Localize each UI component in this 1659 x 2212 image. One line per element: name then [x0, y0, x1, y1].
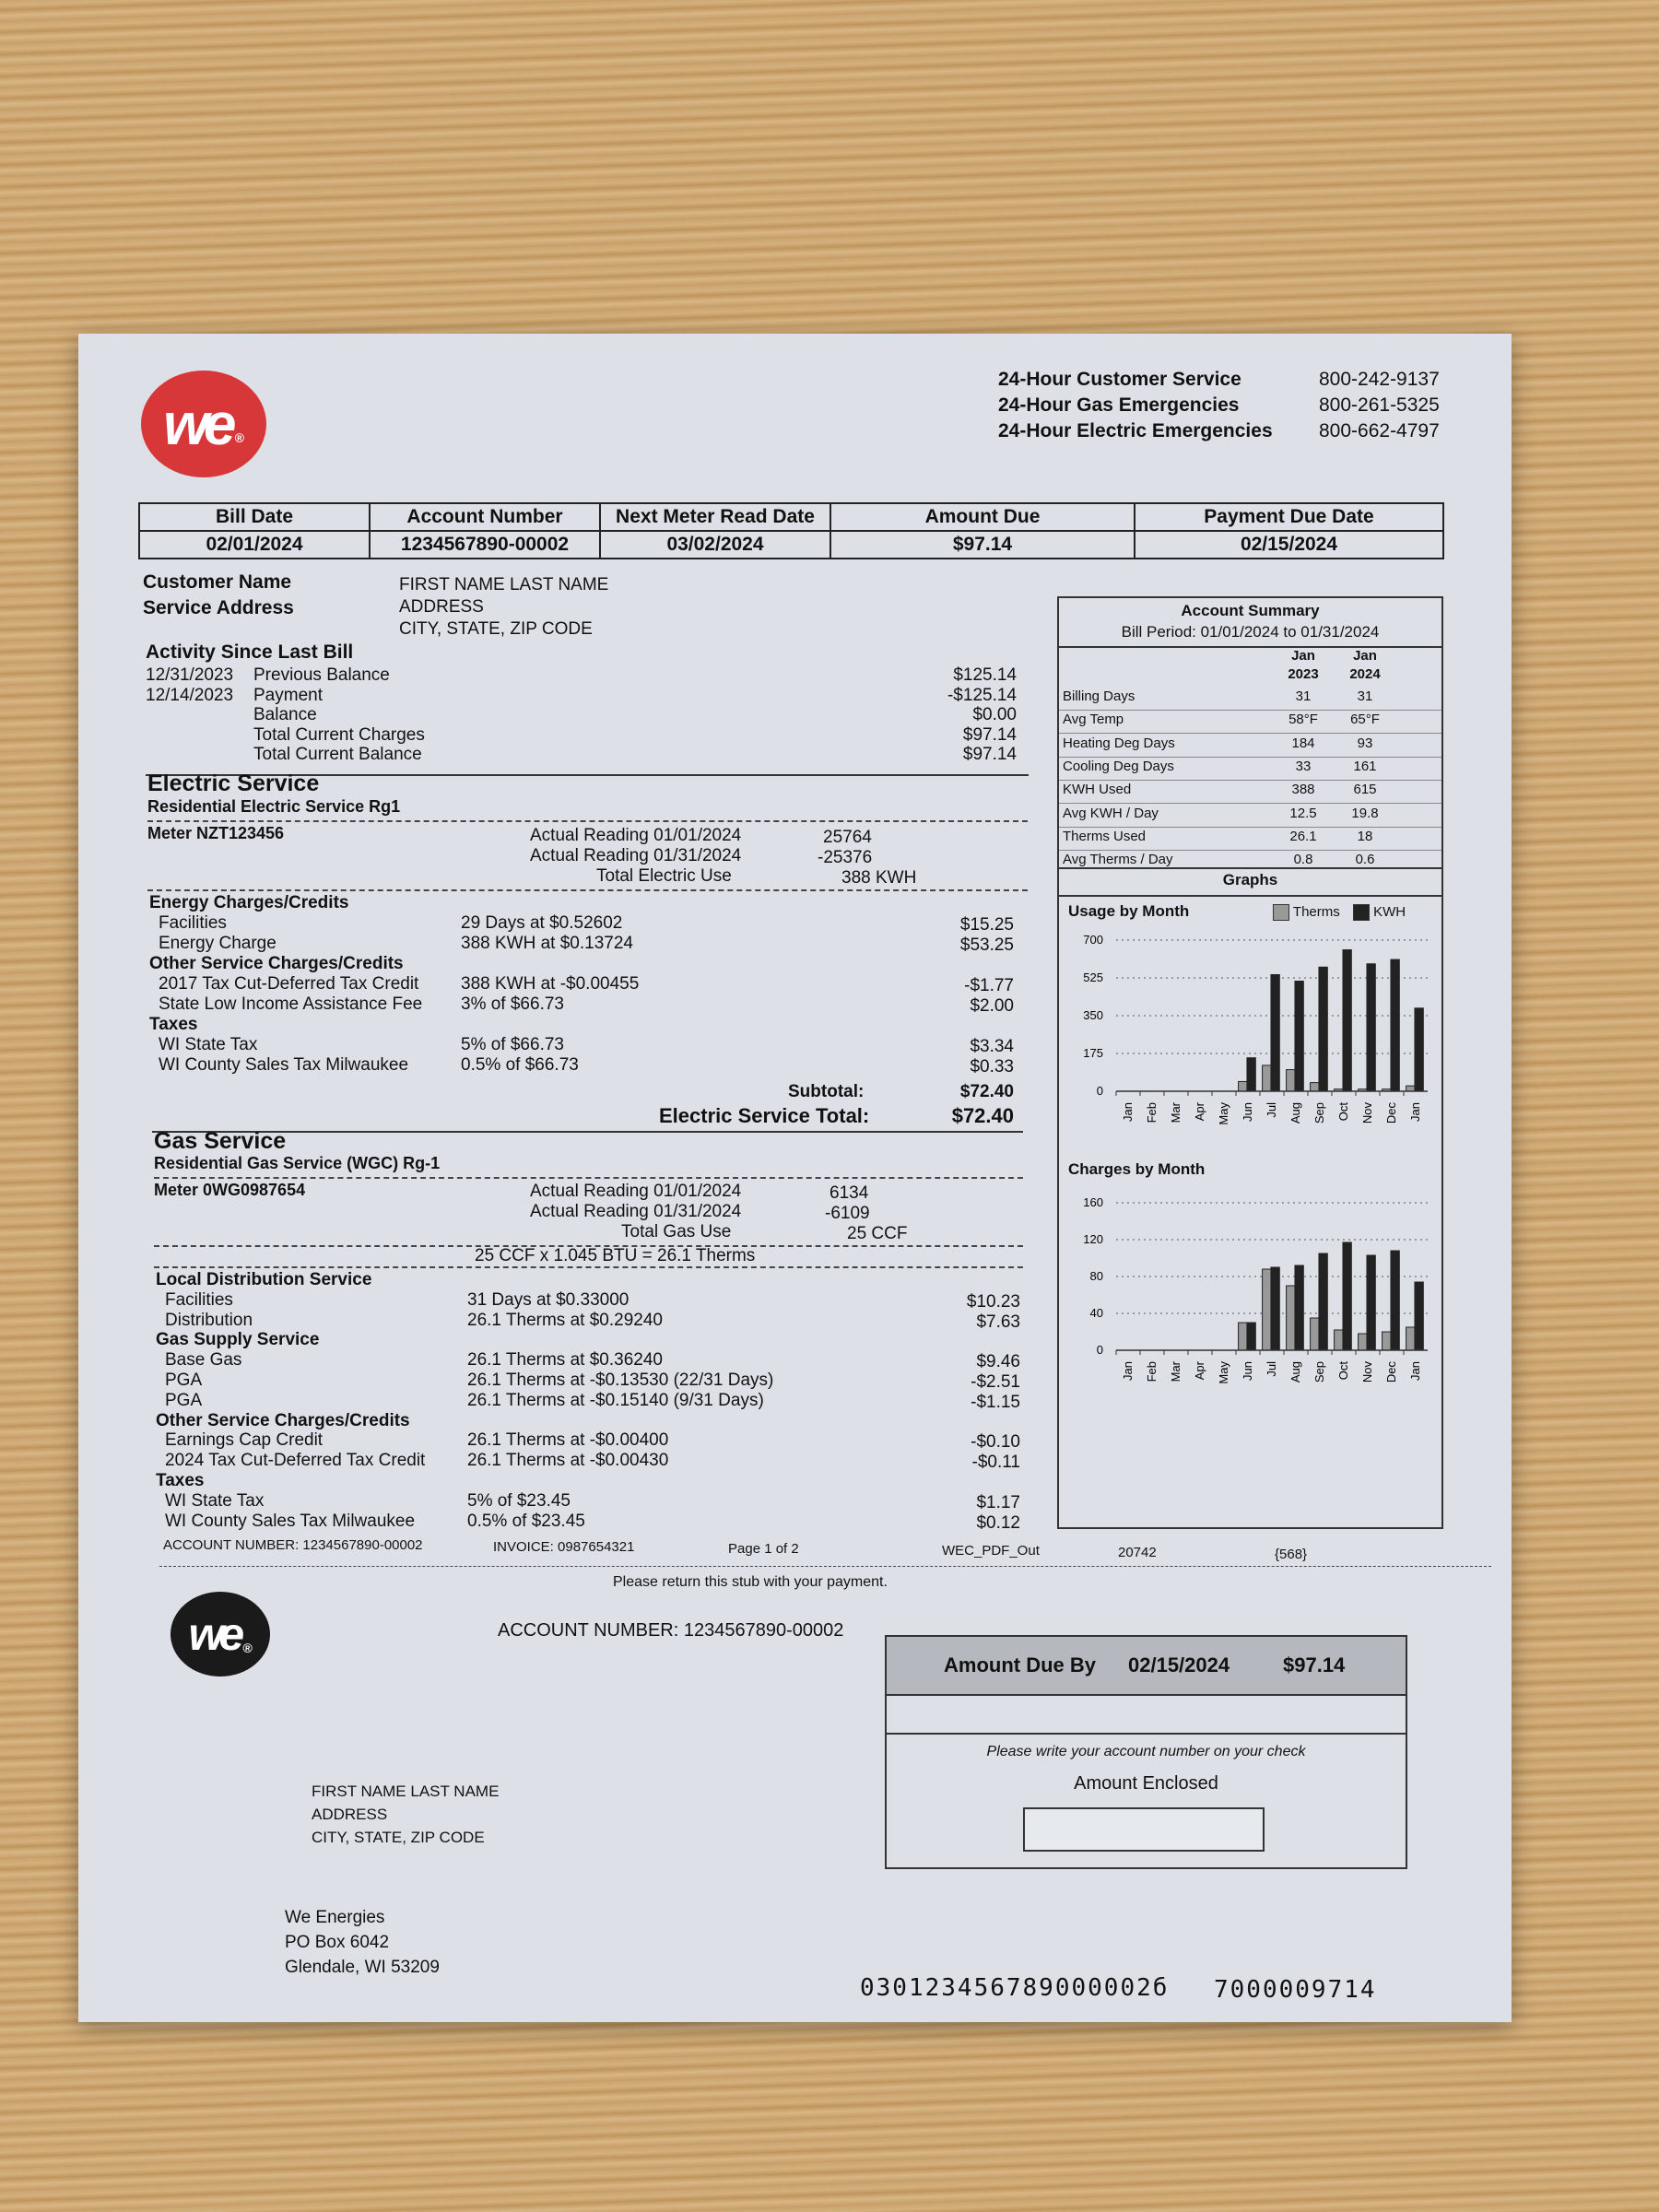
charge-amount: -$0.10: [971, 1432, 1020, 1453]
row-divider: [1059, 757, 1441, 758]
bar-kwh: [1295, 982, 1303, 1091]
activity-date: 12/14/2023: [146, 685, 234, 705]
row-divider: [1059, 850, 1441, 851]
charge-section-heading: Energy Charges/Credits: [149, 893, 349, 912]
charges-chart-title: Charges by Month: [1068, 1160, 1206, 1178]
bar-kwh: [1319, 1253, 1327, 1350]
electric-reading-2: -25376: [818, 848, 873, 867]
charge-amount: -$1.15: [971, 1392, 1020, 1412]
gas-reading-1-label: Actual Reading 01/01/2024: [530, 1182, 742, 1201]
bar-therms: [1263, 1269, 1271, 1350]
x-tick-label: Feb: [1145, 1102, 1159, 1124]
summary-value-2024: 18: [1357, 828, 1373, 844]
x-tick-label: Sep: [1312, 1102, 1326, 1124]
charge-amount: $53.25: [959, 935, 1014, 955]
bar-therms: [1239, 1081, 1247, 1091]
remit-name: We Energies: [285, 1908, 385, 1927]
electric-total-label: Total Electric Use: [596, 866, 732, 886]
service-address-label: Service Address: [143, 597, 294, 618]
summary-col-1-year: 2023: [1288, 666, 1319, 682]
y-tick-label: 700: [1083, 933, 1103, 947]
charge-description: 0.5% of $66.73: [461, 1055, 579, 1075]
charge-label: WI County Sales Tax Milwaukee: [159, 1055, 409, 1075]
charge-description: 26.1 Therms at $0.36240: [467, 1350, 663, 1371]
x-tick-label: Mar: [1169, 1361, 1182, 1382]
summary-row-label: KWH Used: [1063, 782, 1132, 798]
gas-reading-2: -6109: [825, 1204, 870, 1223]
bar-kwh: [1247, 1323, 1255, 1350]
amount-due-band: [887, 1637, 1406, 1696]
divider: [154, 1266, 1023, 1268]
electric-reading-1: 25764: [823, 828, 872, 847]
charge-amount: $1.17: [976, 1492, 1020, 1512]
bar-therms: [1287, 1070, 1295, 1091]
tear-line: [159, 1566, 1491, 1567]
next-read-date: 03/02/2024: [600, 531, 830, 559]
charge-label: 2017 Tax Cut-Deferred Tax Credit: [159, 974, 419, 994]
charge-label: Base Gas: [165, 1350, 242, 1371]
bar-kwh: [1391, 959, 1399, 1091]
stub-customer-address-2: CITY, STATE, ZIP CODE: [312, 1829, 485, 1846]
legend-therms-swatch: [1273, 904, 1289, 921]
charge-description: 26.1 Therms at -$0.00430: [467, 1451, 669, 1471]
summary-row: [1059, 688, 1441, 711]
footer-page: Page 1 of 2: [728, 1541, 799, 1557]
summary-value-2024: 615: [1353, 782, 1377, 798]
summary-row: [1059, 759, 1441, 781]
electric-reading-1-label: Actual Reading 01/01/2024: [530, 826, 742, 845]
row-divider: [1059, 827, 1441, 828]
charge-amount: -$0.11: [971, 1453, 1020, 1473]
y-tick-label: 175: [1083, 1046, 1103, 1060]
footer-code-3: {568}: [1275, 1547, 1308, 1562]
x-tick-label: Jul: [1265, 1361, 1278, 1377]
charge-amount: $0.12: [976, 1512, 1020, 1533]
bill-date: 02/01/2024: [139, 531, 370, 559]
bar-kwh: [1343, 1242, 1351, 1350]
x-tick-label: Feb: [1145, 1361, 1159, 1382]
legend-therms-label: Therms: [1292, 904, 1340, 920]
charge-description: 26.1 Therms at -$0.13530 (22/31 Days): [467, 1371, 774, 1390]
charge-description: 3% of $66.73: [461, 994, 564, 1014]
x-tick-label: Aug: [1288, 1102, 1302, 1124]
payment-due-date: 02/15/2024: [1135, 531, 1443, 559]
activity-title: Activity Since Last Bill: [146, 641, 354, 663]
payment-due-label: Payment Due Date: [1135, 503, 1443, 531]
charge-description: 26.1 Therms at -$0.00400: [467, 1430, 669, 1451]
electric-service-total-label: Electric Service Total:: [659, 1104, 870, 1127]
amount-enclosed-label: Amount Enclosed: [1074, 1773, 1218, 1794]
x-tick-label: Jun: [1241, 1361, 1254, 1381]
charge-amount: $15.25: [959, 915, 1014, 935]
activity-amount: -$125.14: [947, 685, 1017, 705]
amount-due-by-label: Amount Due By: [944, 1653, 1096, 1677]
divider: [1059, 895, 1441, 897]
electric-title: Electric Service: [147, 771, 320, 796]
charge-description: 5% of $66.73: [461, 1035, 564, 1054]
summary-value-2024: 93: [1357, 735, 1373, 751]
x-tick-label: Dec: [1384, 1102, 1398, 1124]
activity-amount: $0.00: [972, 705, 1017, 724]
charge-description: 26.1 Therms at $0.29240: [467, 1310, 663, 1330]
electric-subtotal: $72.40: [959, 1082, 1014, 1101]
charge-amount: -$2.51: [971, 1372, 1020, 1392]
bar-therms: [1239, 1323, 1247, 1350]
bill-header-table: [138, 502, 1444, 559]
usage-by-month-chart: [1059, 925, 1441, 1147]
charge-description: 388 KWH at $0.13724: [461, 934, 633, 953]
legend-kwh-swatch: [1353, 904, 1370, 921]
bar-therms: [1382, 1332, 1391, 1350]
stub-account-number: ACCOUNT NUMBER: 1234567890-00002: [498, 1620, 844, 1641]
x-tick-label: May: [1217, 1361, 1230, 1384]
electric-subtitle: Residential Electric Service Rg1: [147, 797, 401, 816]
bill-date-label: Bill Date: [139, 503, 370, 531]
scanline-1: 030123456789000002б: [860, 1974, 1170, 2002]
hotlines: [998, 369, 1459, 446]
summary-row-label: Avg Therms / Day: [1063, 852, 1173, 868]
bar-kwh: [1295, 1265, 1303, 1350]
legend-kwh-label: KWH: [1373, 904, 1406, 920]
charge-label: PGA: [165, 1390, 203, 1410]
y-tick-label: 350: [1083, 1008, 1103, 1022]
bar-kwh: [1391, 1251, 1399, 1350]
bar-therms: [1406, 1327, 1415, 1350]
charge-section-heading: Other Service Charges/Credits: [156, 1410, 410, 1430]
stub-customer-address-1: ADDRESS: [312, 1806, 388, 1823]
stub-due-date: 02/15/2024: [1128, 1653, 1230, 1677]
bar-kwh: [1271, 1267, 1279, 1350]
y-tick-label: 40: [1089, 1306, 1103, 1320]
charge-amount: $7.63: [976, 1312, 1020, 1332]
row-divider: [1059, 710, 1441, 711]
y-tick-label: 160: [1083, 1195, 1103, 1209]
bar-kwh: [1319, 967, 1327, 1091]
bar-therms: [1287, 1286, 1295, 1350]
charge-label: WI County Sales Tax Milwaukee: [165, 1511, 416, 1531]
summary-value-2024: 65°F: [1350, 712, 1380, 728]
charge-label: WI State Tax: [159, 1035, 258, 1054]
amount-due-label: Amount Due: [830, 503, 1135, 531]
summary-value-2023: 12.5: [1289, 805, 1317, 821]
payment-coupon: [885, 1635, 1407, 1869]
service-address-2: CITY, STATE, ZIP CODE: [399, 619, 593, 639]
bar-therms: [1263, 1065, 1271, 1091]
summary-value-2023: 0.8: [1293, 852, 1313, 868]
we-energies-logo-stub: [171, 1592, 270, 1677]
we-energies-logo: [141, 371, 266, 477]
divider: [147, 889, 1028, 891]
x-tick-label: Jul: [1265, 1102, 1278, 1118]
activity-label: Total Current Balance: [253, 745, 422, 764]
activity-amount: $125.14: [953, 665, 1017, 685]
summary-value-2023: 388: [1291, 782, 1315, 798]
account-summary: [1057, 596, 1443, 1529]
x-tick-label: Jun: [1241, 1102, 1254, 1122]
gas-total: 25 CCF: [847, 1224, 908, 1243]
x-tick-label: Sep: [1312, 1361, 1326, 1383]
charge-amount: $2.00: [970, 996, 1014, 1016]
y-tick-label: 0: [1096, 1084, 1103, 1098]
usage-chart-title: Usage by Month: [1068, 902, 1190, 920]
charge-amount: $9.46: [976, 1352, 1020, 1372]
electric-service-total: $72.40: [951, 1104, 1014, 1127]
customer-name: FIRST NAME LAST NAME: [399, 575, 609, 594]
activity-label: Payment: [253, 685, 323, 705]
charge-label: PGA: [165, 1371, 203, 1390]
activity-label: Balance: [253, 705, 317, 724]
usage-legend: [1273, 904, 1406, 921]
charge-section-heading: Gas Supply Service: [156, 1330, 320, 1350]
bar-kwh: [1247, 1058, 1255, 1091]
summary-row-label: Heating Deg Days: [1063, 735, 1175, 751]
y-tick-label: 80: [1089, 1269, 1103, 1283]
amount-due: $97.14: [830, 531, 1135, 559]
summary-value-2024: 161: [1353, 758, 1377, 774]
summary-value-2023: 26.1: [1289, 828, 1317, 844]
electric-reading-2-label: Actual Reading 01/31/2024: [530, 846, 742, 865]
row-divider: [1059, 733, 1441, 734]
summary-value-2023: 58°F: [1288, 712, 1318, 728]
gas-conversion: 25 CCF x 1.045 BTU = 26.1 Therms: [475, 1246, 756, 1265]
summary-row: [1059, 806, 1441, 828]
x-tick-label: Aug: [1288, 1361, 1302, 1383]
bar-therms: [1311, 1083, 1319, 1091]
footer-invoice: INVOICE: 0987654321: [493, 1539, 635, 1555]
activity-label: Previous Balance: [253, 665, 390, 685]
summary-value-2023: 33: [1295, 758, 1312, 774]
bar-kwh: [1367, 1255, 1375, 1350]
bar-therms: [1406, 1086, 1415, 1091]
summary-value-2023: 31: [1295, 688, 1312, 704]
bar-kwh: [1367, 964, 1375, 1091]
summary-row: [1059, 712, 1441, 734]
bar-kwh: [1415, 1008, 1423, 1091]
charge-label: WI State Tax: [165, 1490, 265, 1511]
charge-amount: $3.34: [970, 1037, 1014, 1056]
bar-therms: [1335, 1330, 1343, 1350]
gas-total-label: Total Gas Use: [621, 1222, 732, 1241]
summary-value-2023: 184: [1291, 735, 1315, 751]
electric-meter: Meter NZT123456: [147, 824, 285, 842]
divider: [154, 1177, 1023, 1179]
summary-value-2024: 19.8: [1351, 805, 1379, 821]
charge-label: Energy Charge: [159, 934, 276, 953]
x-tick-label: Oct: [1336, 1102, 1350, 1122]
logo-text: we: [163, 391, 231, 457]
summary-title: Account Summary: [1181, 602, 1320, 619]
summary-row-label: Avg Temp: [1063, 712, 1124, 728]
y-tick-label: 120: [1083, 1232, 1103, 1246]
charge-section-heading: Taxes: [149, 1015, 198, 1034]
summary-col-2-month: Jan: [1353, 648, 1377, 664]
gas-reading-2-label: Actual Reading 01/31/2024: [530, 1202, 742, 1221]
logo-mark: ®: [242, 1641, 253, 1655]
summary-row-label: Billing Days: [1063, 688, 1135, 704]
logo-text: we: [188, 1608, 240, 1660]
divider: [887, 1733, 1406, 1735]
x-tick-label: May: [1217, 1102, 1230, 1125]
x-tick-label: Nov: [1360, 1361, 1374, 1383]
charge-label: Facilities: [165, 1289, 233, 1310]
gas-subtitle: Residential Gas Service (WGC) Rg-1: [154, 1154, 441, 1172]
amount-enclosed-input[interactable]: [1023, 1807, 1265, 1852]
bar-kwh: [1415, 1282, 1423, 1350]
hotline-number: 800-662-4797: [1319, 420, 1440, 441]
row-divider: [1059, 803, 1441, 804]
electric-subtotal-label: Subtotal:: [788, 1082, 865, 1101]
activity-date: 12/31/2023: [146, 665, 234, 685]
summary-row: [1059, 829, 1441, 851]
stub-amount: $97.14: [1283, 1653, 1346, 1677]
summary-col-1-month: Jan: [1291, 648, 1315, 664]
x-tick-label: Mar: [1169, 1102, 1182, 1124]
charge-description: 0.5% of $23.45: [467, 1511, 585, 1531]
x-tick-label: Jan: [1121, 1102, 1135, 1122]
service-address-1: ADDRESS: [399, 597, 484, 617]
graphs-title: Graphs: [1222, 871, 1278, 888]
charge-section-heading: Other Service Charges/Credits: [149, 954, 404, 973]
x-tick-label: Dec: [1384, 1361, 1398, 1383]
charge-section-heading: Local Distribution Service: [156, 1270, 372, 1289]
electric-total: 388 KWH: [841, 868, 917, 888]
footer-code-2: 20742: [1118, 1545, 1157, 1560]
x-tick-label: Oct: [1336, 1361, 1350, 1381]
charge-amount: -$1.77: [964, 976, 1014, 995]
y-tick-label: 525: [1083, 971, 1103, 984]
bill-page: [78, 334, 1512, 2022]
divider: [147, 820, 1028, 822]
hotline-label: 24-Hour Gas Emergencies: [998, 394, 1240, 416]
charge-section-heading: Taxes: [156, 1471, 205, 1490]
activity-amount: $97.14: [962, 724, 1017, 745]
summary-row-label: Avg KWH / Day: [1063, 805, 1159, 821]
hotline-number: 800-242-9137: [1319, 369, 1440, 390]
x-tick-label: Jan: [1121, 1361, 1135, 1381]
x-tick-label: Nov: [1360, 1102, 1374, 1124]
check-note: Please write your account number on your check: [986, 1744, 1306, 1759]
footer-account: ACCOUNT NUMBER: 1234567890-00002: [163, 1537, 423, 1553]
charge-amount: $0.33: [970, 1057, 1014, 1077]
logo-mark: ®: [234, 430, 244, 445]
charges-by-month-chart: [1059, 1186, 1441, 1417]
charge-description: 31 Days at $0.33000: [467, 1289, 629, 1310]
return-stub-note: Please return this stub with your payment.: [613, 1574, 888, 1590]
summary-row: [1059, 735, 1441, 758]
activity-amount: $97.14: [962, 745, 1017, 764]
next-read-label: Next Meter Read Date: [600, 503, 830, 531]
charge-amount: $10.23: [966, 1291, 1020, 1312]
customer-name-label: Customer Name: [143, 571, 292, 593]
y-tick-label: 0: [1096, 1343, 1103, 1357]
gas-reading-1: 6134: [830, 1183, 869, 1203]
charge-label: State Low Income Assistance Fee: [159, 994, 423, 1014]
divider: [1059, 867, 1441, 869]
charge-label: Facilities: [159, 913, 227, 933]
summary-value-2024: 31: [1357, 688, 1373, 704]
x-tick-label: Jan: [1408, 1361, 1422, 1381]
summary-row-label: Therms Used: [1063, 828, 1147, 844]
gas-meter: Meter 0WG0987654: [154, 1181, 306, 1199]
summary-col-2-year: 2024: [1349, 666, 1381, 682]
charge-label: Distribution: [165, 1310, 253, 1330]
x-tick-label: Jan: [1408, 1102, 1422, 1122]
charge-description: 5% of $23.45: [467, 1490, 571, 1511]
hotline-label: 24-Hour Customer Service: [998, 369, 1241, 390]
scanline-2: 7000009714: [1214, 1976, 1377, 2004]
charge-description: 29 Days at $0.52602: [461, 913, 623, 933]
bar-therms: [1359, 1334, 1367, 1350]
remit-city: Glendale, WI 53209: [285, 1958, 440, 1977]
charge-description: 26.1 Therms at -$0.15140 (9/31 Days): [467, 1390, 764, 1410]
account-number: 1234567890-00002: [370, 531, 600, 559]
account-number-label: Account Number: [370, 503, 600, 531]
x-tick-label: Apr: [1193, 1102, 1206, 1122]
activity-label: Total Current Charges: [253, 724, 425, 745]
footer-code-1: WEC_PDF_Out: [942, 1543, 1040, 1559]
hotline-label: 24-Hour Electric Emergencies: [998, 420, 1273, 441]
bar-kwh: [1271, 974, 1279, 1091]
summary-row: [1059, 782, 1441, 804]
charge-label: 2024 Tax Cut-Deferred Tax Credit: [165, 1451, 426, 1471]
charge-description: 388 KWH at -$0.00455: [461, 974, 640, 994]
gas-title: Gas Service: [154, 1128, 287, 1154]
summary-row-label: Cooling Deg Days: [1063, 758, 1174, 774]
row-divider: [1059, 780, 1441, 781]
charge-label: Earnings Cap Credit: [165, 1430, 324, 1451]
x-tick-label: Apr: [1193, 1361, 1206, 1381]
hotline-number: 800-261-5325: [1319, 394, 1440, 416]
bar-kwh: [1343, 950, 1351, 1091]
summary-period: Bill Period: 01/01/2024 to 01/31/2024: [1121, 623, 1380, 641]
remit-po-box: PO Box 6042: [285, 1933, 390, 1952]
summary-value-2024: 0.6: [1355, 852, 1375, 868]
bar-therms: [1311, 1318, 1319, 1350]
stub-customer-name: FIRST NAME LAST NAME: [312, 1783, 500, 1800]
